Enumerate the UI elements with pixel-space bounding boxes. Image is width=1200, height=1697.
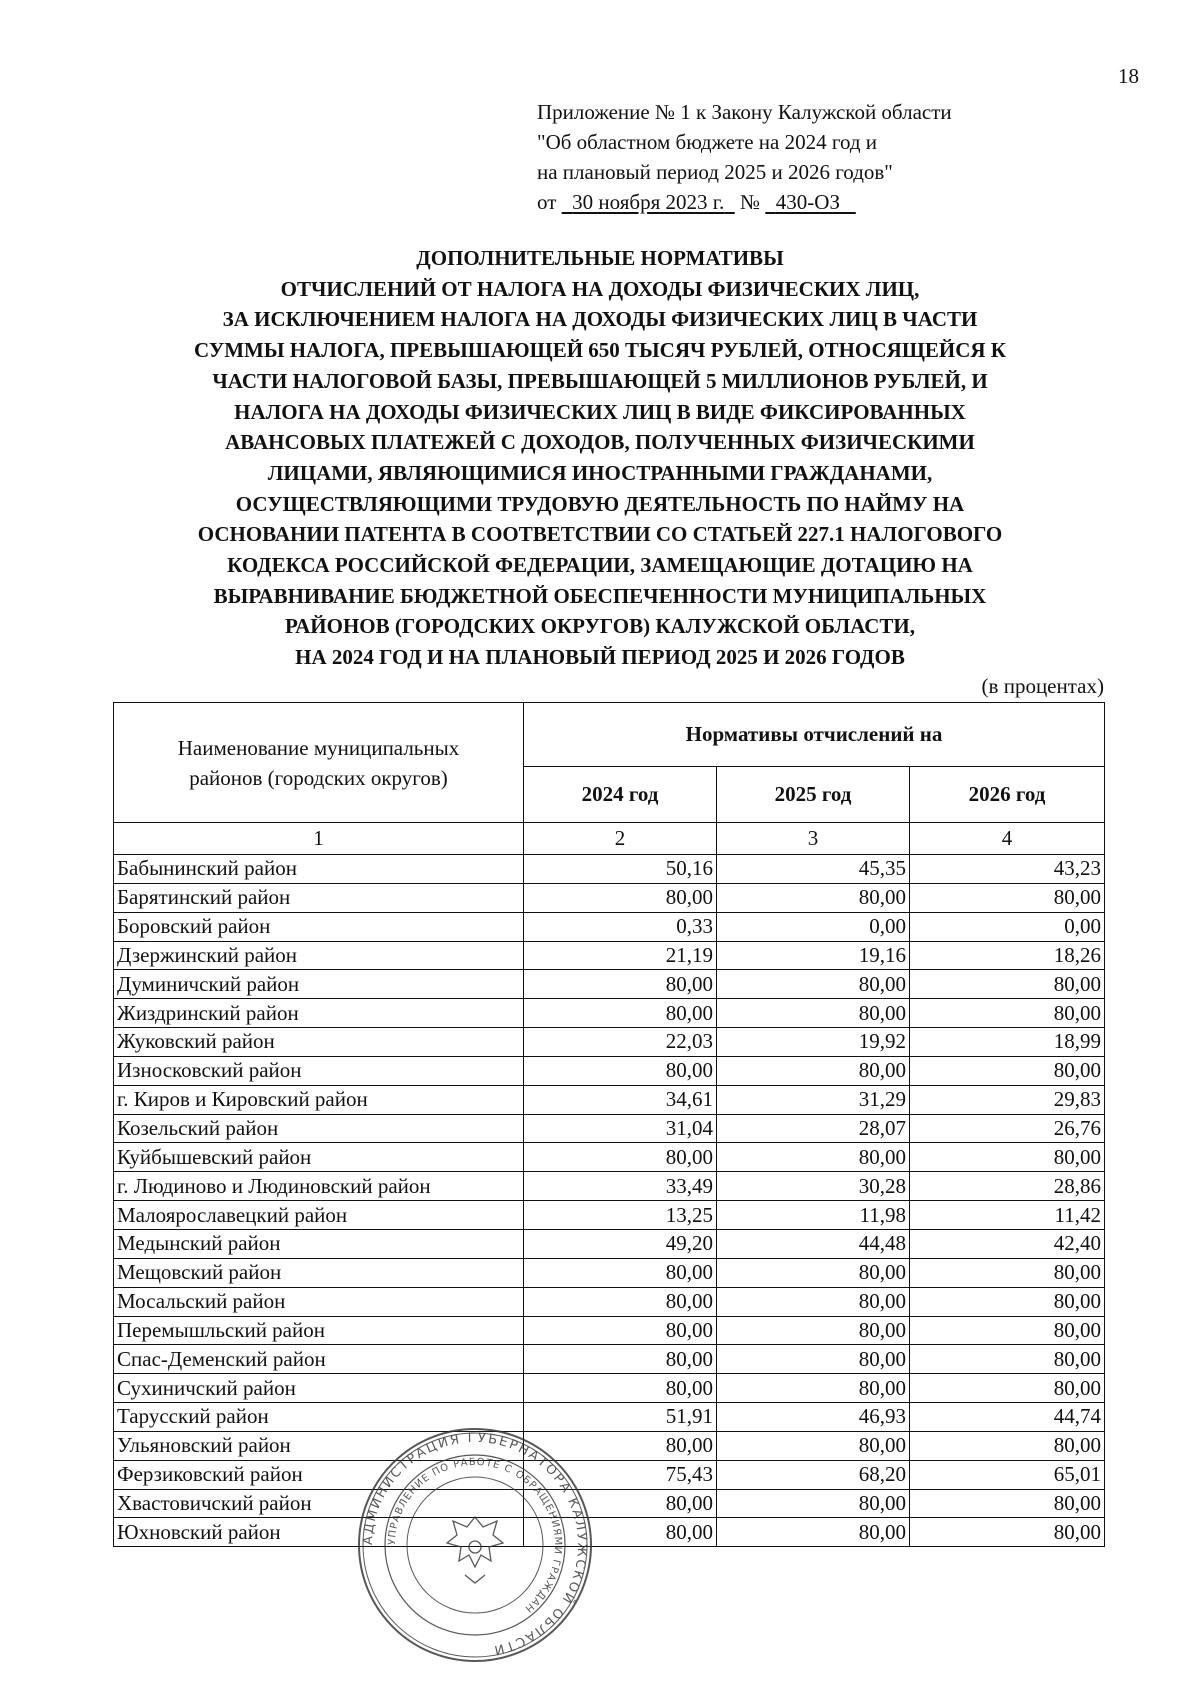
table-row	[114, 1258, 1105, 1287]
eagle-icon	[447, 1517, 503, 1583]
value-2026: 80,00	[910, 1316, 1105, 1345]
title-line: ОСНОВАНИИ ПАТЕНТА В СООТВЕТСТВИИ СО СТАТЬЕЙ 227.1 НАЛОГОВОГО	[197, 522, 1003, 547]
table-row	[114, 883, 1105, 912]
value-2024: 22,03	[524, 1028, 717, 1057]
value-2025: 80,00	[717, 883, 910, 912]
value-2024: 80,00	[524, 1316, 717, 1345]
district-name: г. Киров и Кировский район	[114, 1085, 524, 1114]
value-2025: 46,93	[717, 1403, 910, 1432]
title-line: НА 2024 ГОД И НА ПЛАНОВЫЙ ПЕРИОД 2025 И 2026 ГОДОВ	[295, 645, 905, 670]
appendix-line-1: Приложение № 1 к Закону Калужской области	[537, 100, 952, 124]
title-line: ЧАСТИ НАЛОГОВОЙ БАЗЫ, ПРЕВЫШАЮЩЕЙ 5 МИЛЛИОНОВ РУБЛЕЙ, И	[212, 368, 988, 393]
value-2026: 42,40	[910, 1229, 1105, 1258]
table-row	[114, 1345, 1105, 1374]
value-2026: 80,00	[910, 1056, 1105, 1085]
title-line: АВАНСОВЫХ ПЛАТЕЖЕЙ С ДОХОДОВ, ПОЛУЧЕННЫХ ФИЗИЧЕСКИМИ	[225, 430, 975, 455]
table-row	[114, 1172, 1105, 1201]
value-2024: 21,19	[524, 941, 717, 970]
value-2024: 50,16	[524, 855, 717, 884]
table-row	[114, 1028, 1105, 1057]
appendix-line-4	[537, 187, 952, 217]
value-2026: 80,00	[910, 970, 1105, 999]
value-2025: 28,07	[717, 1114, 910, 1143]
value-2025: 19,16	[717, 941, 910, 970]
year-header-2026: 2026 год	[910, 767, 1105, 823]
value-2025: 45,35	[717, 855, 910, 884]
value-2025: 80,00	[717, 1258, 910, 1287]
title-line: ОТЧИСЛЕНИЙ ОТ НАЛОГА НА ДОХОДЫ ФИЗИЧЕСКИХ ЛИЦ,	[280, 276, 920, 301]
value-2026: 80,00	[910, 1431, 1105, 1460]
district-name: Жуковский район	[114, 1028, 524, 1057]
table-row	[114, 1229, 1105, 1258]
value-2024: 80,00	[524, 1345, 717, 1374]
column-number-1: 1	[114, 823, 524, 855]
district-name: Бабынинский район	[114, 855, 524, 884]
value-2026: 26,76	[910, 1114, 1105, 1143]
district-name: Хвастовичский район	[114, 1489, 524, 1518]
district-name: Думиничский район	[114, 970, 524, 999]
value-2025: 80,00	[717, 1345, 910, 1374]
column-number-4: 4	[910, 823, 1105, 855]
value-2024: 80,00	[524, 1374, 717, 1403]
title-line: РАЙОНОВ (ГОРОДСКИХ ОКРУГОВ) КАЛУЖСКОЙ ОБЛАСТИ,	[284, 614, 916, 639]
district-name: Юхновский район	[114, 1518, 524, 1547]
value-2026: 80,00	[910, 1143, 1105, 1172]
units-note: (в процентах)	[981, 674, 1104, 698]
district-name: Малоярославецкий район	[114, 1201, 524, 1230]
title-line: ЛИЦАМИ, ЯВЛЯЮЩИМИСЯ ИНОСТРАННЫМИ ГРАЖДАНАМИ,	[267, 460, 933, 485]
norms-table	[113, 702, 1105, 1547]
table-row	[114, 912, 1105, 941]
value-2024: 80,00	[524, 1056, 717, 1085]
table-row	[114, 1287, 1105, 1316]
district-name: Сухиничский район	[114, 1374, 524, 1403]
from-label: от	[537, 190, 557, 214]
title-line: НАЛОГА НА ДОХОДЫ ФИЗИЧЕСКИХ ЛИЦ В ВИДЕ ФИКСИРОВАННЫХ	[234, 399, 966, 424]
value-2026: 80,00	[910, 1518, 1105, 1547]
value-2026: 28,86	[910, 1172, 1105, 1201]
value-2024: 51,91	[524, 1403, 717, 1432]
value-2025: 80,00	[717, 999, 910, 1028]
law-date: 30 ноября 2023 г.	[572, 190, 725, 214]
district-name: Перемышльский район	[114, 1316, 524, 1345]
official-seal	[355, 1425, 595, 1665]
table-row	[114, 1431, 1105, 1460]
table-row	[114, 941, 1105, 970]
column-number-2: 2	[524, 823, 717, 855]
year-header-2024: 2024 год	[524, 767, 717, 823]
value-2026: 80,00	[910, 883, 1105, 912]
value-2025: 31,29	[717, 1085, 910, 1114]
value-2026: 80,00	[910, 1374, 1105, 1403]
district-name: Куйбышевский район	[114, 1143, 524, 1172]
value-2025: 0,00	[717, 912, 910, 941]
appendix-line-3: на плановый период 2025 и 2026 годов"	[537, 160, 893, 184]
number-label: №	[740, 190, 761, 214]
seal-inner-text: УПРАВЛЕНИЕ ПО РАБОТЕ С ОБРАЩЕНИЯМИ ГРАЖДАН	[386, 1456, 564, 1615]
table-row	[114, 1114, 1105, 1143]
name-column-header: Наименование муниципальных районов (городских округов)	[114, 703, 524, 823]
table-row	[114, 1085, 1105, 1114]
district-name: Ульяновский район	[114, 1431, 524, 1460]
column-number-3: 3	[717, 823, 910, 855]
district-name: Ферзиковский район	[114, 1460, 524, 1489]
value-2024: 0,33	[524, 912, 717, 941]
value-2026: 80,00	[910, 1258, 1105, 1287]
table-row	[114, 1056, 1105, 1085]
district-name: Износковский район	[114, 1056, 524, 1085]
value-2026: 0,00	[910, 912, 1105, 941]
value-2025: 68,20	[717, 1460, 910, 1489]
value-2024: 33,49	[524, 1172, 717, 1201]
table-row	[114, 1374, 1105, 1403]
value-2025: 80,00	[717, 1143, 910, 1172]
value-2025: 30,28	[717, 1172, 910, 1201]
value-2025: 80,00	[717, 1374, 910, 1403]
district-name: г. Людиново и Людиновский район	[114, 1172, 524, 1201]
title-line: ВЫРАВНИВАНИЕ БЮДЖЕТНОЙ ОБЕСПЕЧЕННОСТИ МУНИЦИПАЛЬНЫХ	[213, 583, 987, 608]
title-line: ОСУЩЕСТВЛЯЮЩИМИ ТРУДОВУЮ ДЕЯТЕЛЬНОСТЬ ПО НАЙМУ НА	[235, 491, 965, 516]
district-name: Козельский район	[114, 1114, 524, 1143]
table-row	[114, 1316, 1105, 1345]
district-name: Мосальский район	[114, 1287, 524, 1316]
value-2024: 80,00	[524, 1258, 717, 1287]
value-2024: 80,00	[524, 883, 717, 912]
table-row	[114, 1460, 1105, 1489]
value-2025: 80,00	[717, 1518, 910, 1547]
title-line: СУММЫ НАЛОГА, ПРЕВЫШАЮЩЕЙ 650 ТЫСЯЧ РУБЛЕЙ, ОТНОСЯЩЕЙСЯ К	[193, 338, 1007, 363]
value-2024: 80,00	[524, 1489, 717, 1518]
value-2025: 11,98	[717, 1201, 910, 1230]
title-line: ЗА ИСКЛЮЧЕНИЕМ НАЛОГА НА ДОХОДЫ ФИЗИЧЕСКИХ ЛИЦ В ЧАСТИ	[222, 307, 978, 332]
table-row	[114, 855, 1105, 884]
appendix-header	[537, 97, 952, 217]
value-2024: 31,04	[524, 1114, 717, 1143]
value-2024: 80,00	[524, 1143, 717, 1172]
title-line: ДОПОЛНИТЕЛЬНЫЕ НОРМАТИВЫ	[416, 246, 784, 270]
page-number: 18	[1118, 64, 1139, 88]
appendix-line-2: "Об областном бюджете на 2024 год и	[537, 130, 878, 154]
norms-group-header: Нормативы отчислений на	[524, 703, 1105, 767]
district-name: Боровский район	[114, 912, 524, 941]
value-2025: 80,00	[717, 1287, 910, 1316]
value-2025: 44,48	[717, 1229, 910, 1258]
value-2024: 80,00	[524, 1287, 717, 1316]
value-2026: 44,74	[910, 1403, 1105, 1432]
district-name: Мещовский район	[114, 1258, 524, 1287]
title-line: КОДЕКСА РОССИЙСКОЙ ФЕДЕРАЦИИ, ЗАМЕЩАЮЩИЕ ДОТАЦИЮ НА	[227, 553, 973, 578]
value-2025: 19,92	[717, 1028, 910, 1057]
value-2026: 29,83	[910, 1085, 1105, 1114]
value-2026: 18,26	[910, 941, 1105, 970]
table-row	[114, 970, 1105, 999]
district-name: Медынский район	[114, 1229, 524, 1258]
value-2025: 80,00	[717, 1316, 910, 1345]
value-2024: 34,61	[524, 1085, 717, 1114]
value-2026: 11,42	[910, 1201, 1105, 1230]
table-row	[114, 1201, 1105, 1230]
district-name: Дзержинский район	[114, 941, 524, 970]
value-2024: 80,00	[524, 1518, 717, 1547]
value-2026: 80,00	[910, 1345, 1105, 1374]
district-name: Жиздринский район	[114, 999, 524, 1028]
value-2024: 80,00	[524, 1431, 717, 1460]
value-2024: 80,00	[524, 970, 717, 999]
table-row	[114, 1518, 1105, 1547]
district-name: Тарусский район	[114, 1403, 524, 1432]
table-row	[114, 1489, 1105, 1518]
value-2026: 80,00	[910, 999, 1105, 1028]
table-row	[114, 1143, 1105, 1172]
value-2026: 18,99	[910, 1028, 1105, 1057]
district-name: Спас-Деменский район	[114, 1345, 524, 1374]
value-2026: 43,23	[910, 855, 1105, 884]
value-2024: 49,20	[524, 1229, 717, 1258]
table-row	[114, 999, 1105, 1028]
document-title	[100, 243, 1100, 673]
seal-outer-text: АДМИНИСТРАЦИЯ ГУБЕРНАТОРА КАЛУЖСКОЙ ОБЛАСТИ	[360, 1430, 590, 1658]
law-number: 430-ОЗ	[775, 190, 840, 214]
table-row	[114, 1403, 1105, 1432]
value-2025: 80,00	[717, 1489, 910, 1518]
value-2024: 13,25	[524, 1201, 717, 1230]
district-name: Барятинский район	[114, 883, 524, 912]
value-2026: 65,01	[910, 1460, 1105, 1489]
year-header-2025: 2025 год	[717, 767, 910, 823]
value-2024: 80,00	[524, 999, 717, 1028]
value-2025: 80,00	[717, 970, 910, 999]
value-2026: 80,00	[910, 1489, 1105, 1518]
value-2025: 80,00	[717, 1056, 910, 1085]
value-2026: 80,00	[910, 1287, 1105, 1316]
value-2025: 80,00	[717, 1431, 910, 1460]
value-2024: 75,43	[524, 1460, 717, 1489]
